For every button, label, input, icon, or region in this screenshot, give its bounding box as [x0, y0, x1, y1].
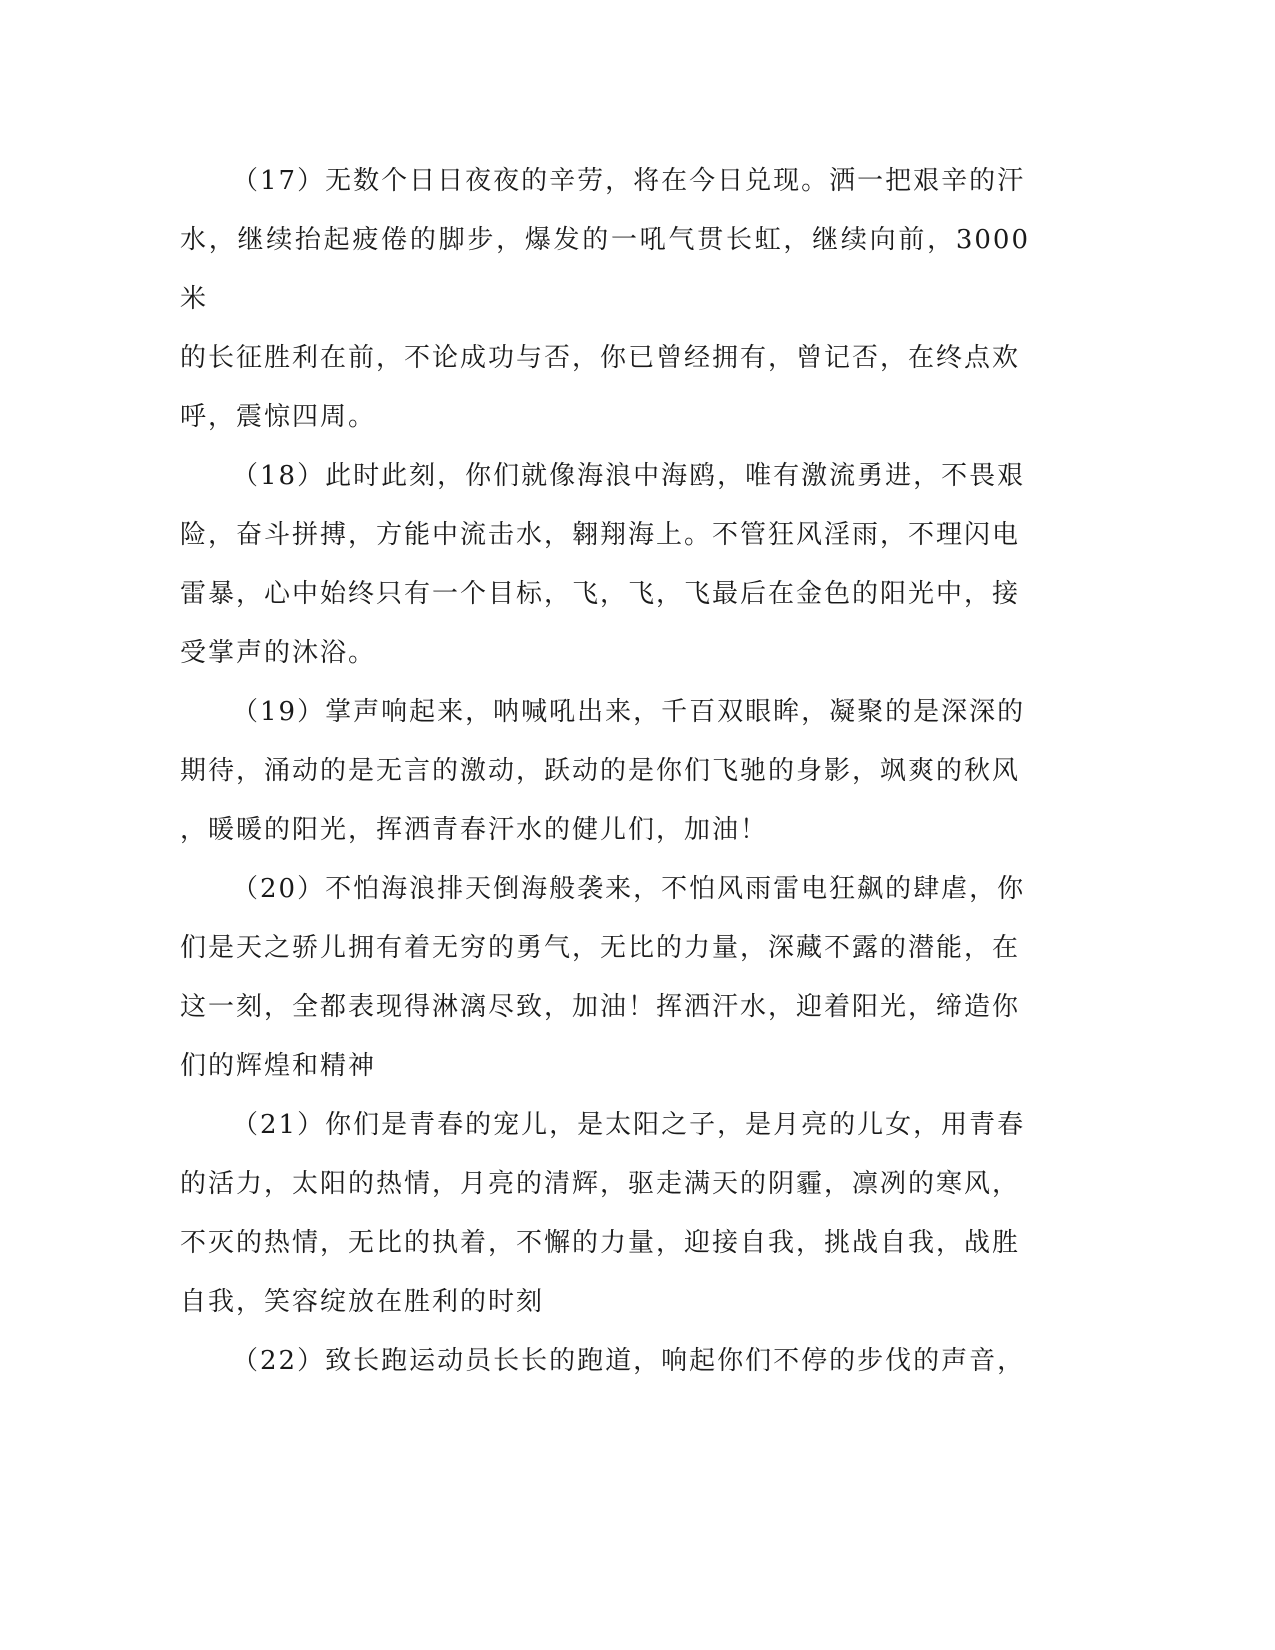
- paragraph-20: （20）不怕海浪排天倒海般袭来，不怕风雨雷电狂飙的肆虐，你 们是天之骄儿拥有着无穷的勇气，无比的力量，深藏不露的潜能，在 这一刻，全都表现得淋漓尽致，加油！挥洒汗水，迎着阳光，缔造你 们的辉煌和精神: [180, 874, 1026, 1081]
- paragraph-18: （18）此时此刻，你们就像海浪中海鸥，唯有激流勇进，不畏艰 险，奋斗拼搏，方能中流击水，翱翔海上。不管狂风淫雨，不理闪电 雷暴，心中始终只有一个目标，飞，飞，飞最后在金色的阳光中，接 受掌声的沐浴。: [180, 461, 1026, 668]
- paragraph-19: （19）掌声响起来，呐喊吼出来，千百双眼眸，凝聚的是深深的 期待，涌动的是无言的激动，跃动的是你们飞驰的身影，飒爽的秋风 ，暖暖的阳光，挥洒青春汗水的健儿们，加油！: [180, 697, 1026, 845]
- paragraph-17: （17）无数个日日夜夜的辛劳，将在今日兑现。洒一把艰辛的汗 水，继续抬起疲倦的脚步，爆发的一吼气贯长虹，继续向前，3000 米 的长征胜利在前，不论成功与否，你已曾经拥有，曾记否，在终点欢 呼，震惊四周。: [180, 166, 1030, 432]
- paragraph-22: （22）致长跑运动员长长的跑道，响起你们不停的步伐的声音，: [232, 1346, 1026, 1376]
- paragraph-21: （21）你们是青春的宠儿，是太阳之子，是月亮的儿女，用青春 的活力，太阳的热情，月亮的清辉，驱走满天的阴霾，凛冽的寒风， 不灭的热情，无比的执着，不懈的力量，迎接自我，挑战自我，战胜 自我，笑容绽放在胜利的时刻: [180, 1110, 1026, 1317]
- document-body: [180, 152, 1030, 1391]
